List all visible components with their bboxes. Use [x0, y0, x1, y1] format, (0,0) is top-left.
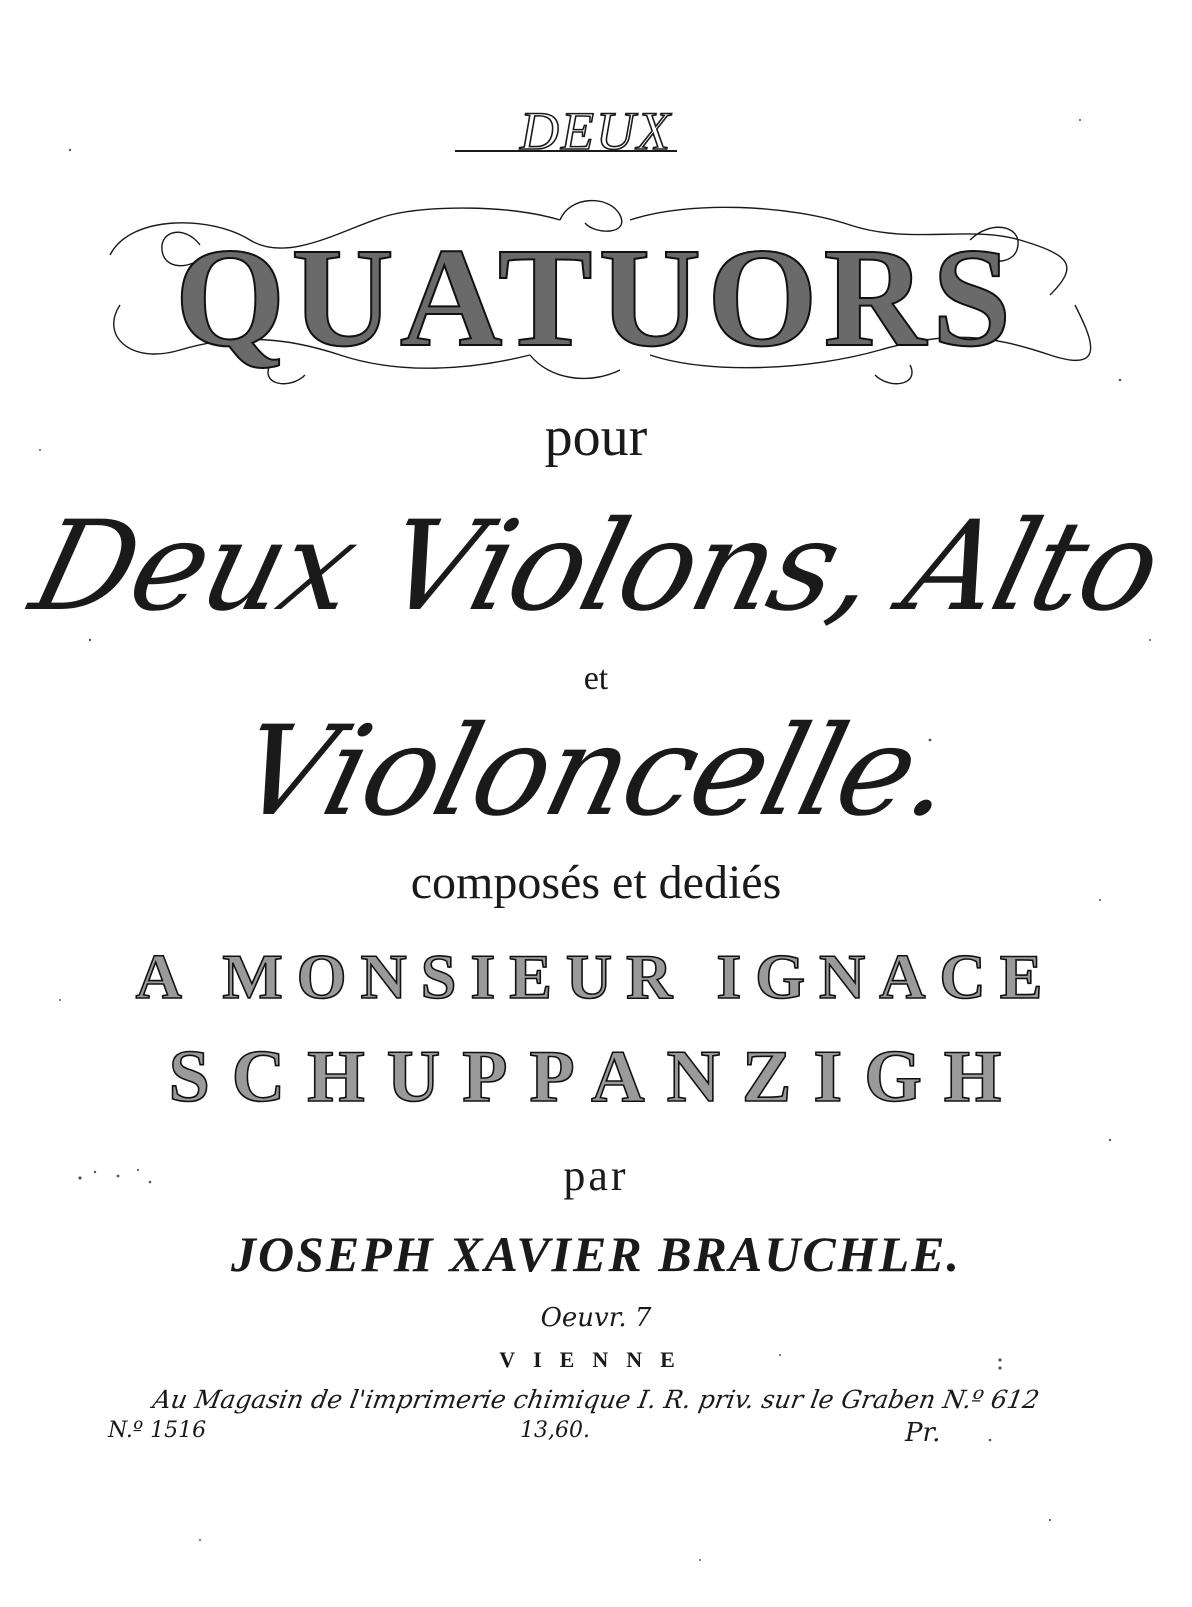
- dedicatee-line-2: SCHUPPANZIGH: [168, 1036, 1024, 1118]
- title-deux: DEUX: [520, 101, 672, 161]
- title-quatuors: QUATUORS: [174, 218, 1018, 376]
- city: VIENNE: [499, 1347, 693, 1372]
- word-pour: pour: [544, 406, 648, 468]
- plate-number: N.º 1516: [108, 1418, 207, 1443]
- price: 13,60.: [520, 1418, 590, 1443]
- opus-number: Oeuvr. 7: [540, 1303, 652, 1333]
- publisher-imprint: Au Magasin de l'imprimerie chimique I. R. priv. sur le Graben N.º 612: [150, 1385, 1042, 1414]
- instruments-line-1: Deux Violons, Alto: [19, 495, 1173, 639]
- price-mark: Pr.: [905, 1418, 941, 1448]
- deux-underline: [455, 150, 677, 152]
- word-par: par: [563, 1151, 629, 1200]
- instruments-line-2: Violoncelle.: [224, 700, 968, 844]
- word-et: et: [583, 660, 609, 697]
- dedicatee-line-1: A MONSIEUR IGNACE: [135, 941, 1057, 1012]
- composed-dedicated: composés et dediés: [410, 856, 782, 909]
- composer-name: JOSEPH XAVIER BRAUCHLE.: [231, 1226, 961, 1282]
